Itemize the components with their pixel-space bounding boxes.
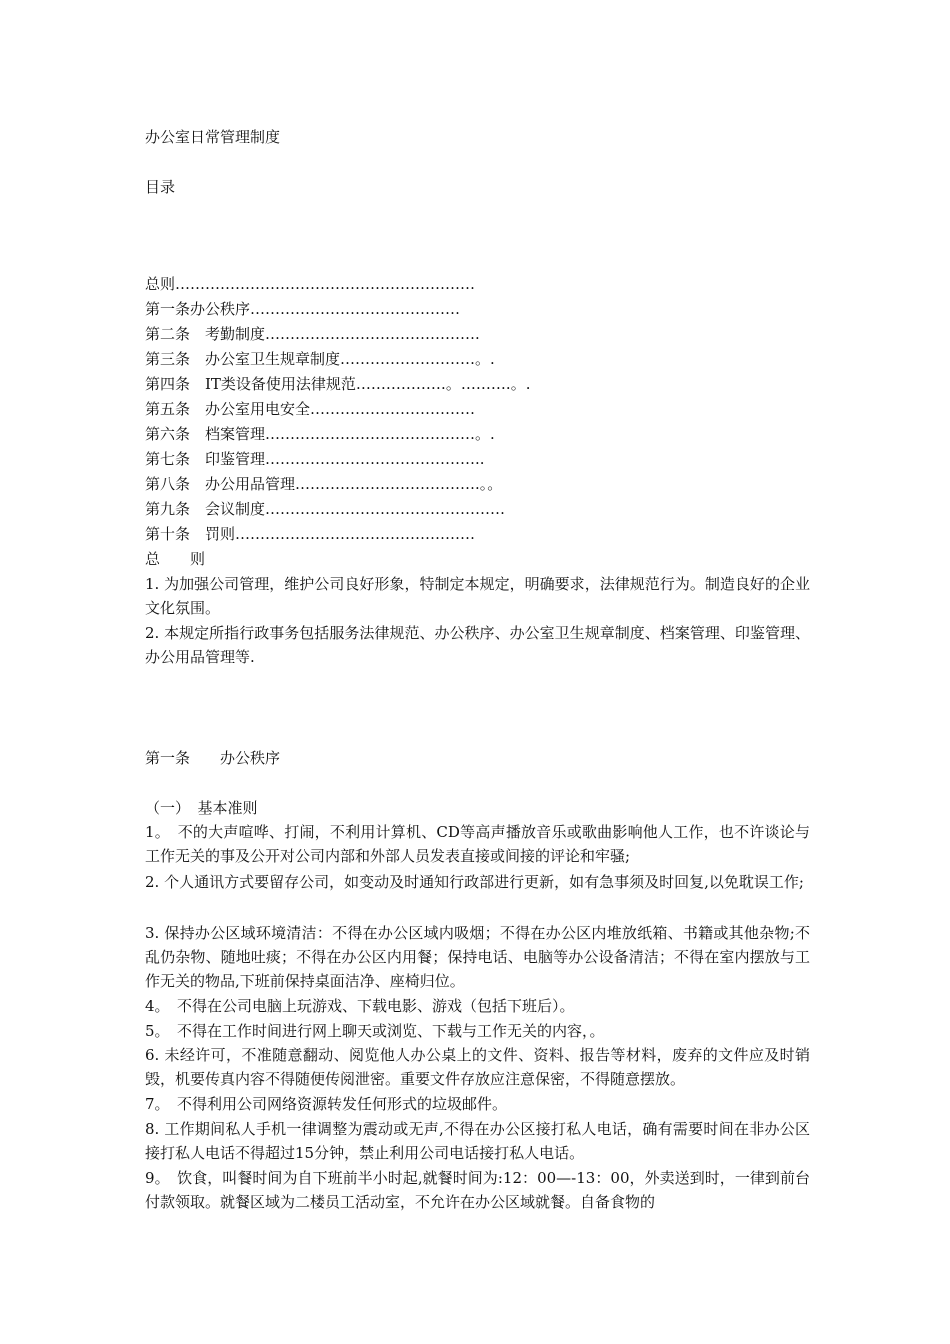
list-item: 5。 不得在工作时间进行网上聊天或浏览、下载与工作无关的内容，。	[145, 1022, 605, 1040]
toc-item: 第九条 会议制度…………………………………………	[145, 500, 506, 518]
list-item: 6. 未经许可，不准随意翻动、阅览他人办公桌上的文件、资料、报告等材料，废弃的文件应及时销毁，机要传真内容不得随便传阅泄密。重要文件存放应注意保密，不得随意摆放。	[145, 1046, 810, 1088]
list-item: 9。 饮食，叫餐时间为自下班前半小时起,就餐时间为:12：00—-13：00，外卖送到时，一律到前台付款领取。就餐区域为二楼员工活动室，不允许在办公区域就餐。自备食物的	[145, 1169, 810, 1211]
list-item: 4。 不得在公司电脑上玩游戏、下载电影、游戏（包括下班后）。	[145, 997, 575, 1015]
article-1-heading: 第一条 办公秩序	[145, 749, 281, 767]
toc-item: 总则……………………………………………………	[145, 275, 476, 293]
toc-item: 第五条 办公室用电安全……………………………	[145, 400, 476, 418]
list-item: 8. 工作期间私人手机一律调整为震动或无声,不得在办公区接打私人电话，确有需要时间在非办公区接打私人电话不得超过15分钟，禁止利用公司电话接打私人电话。	[145, 1120, 810, 1162]
toc-item: 第二条 考勤制度…………………………………….	[145, 325, 480, 343]
toc-heading: 目录	[145, 178, 176, 196]
list-item: 2. 个人通讯方式要留存公司，如变动及时通知行政部进行更新，如有急事须及时回复,以免耽误工作;	[145, 873, 804, 891]
general-paragraph-1: 1. 为加强公司管理，维护公司良好形象，特制定本规定，明确要求，法律规范行为。制造良好的企业文化氛围。	[145, 575, 810, 617]
toc-item: 第八条 办公用品管理……………………………….。。	[145, 475, 503, 493]
article-1-subheading: （一） 基本准则	[145, 799, 258, 817]
toc-item: 第十条 罚则…………………………………………	[145, 525, 476, 543]
toc-item: 第六条 档案管理……………………………………。.	[145, 425, 495, 443]
general-paragraph-2: 2. 本规定所指行政事务包括服务法律规范、办公秩序、办公室卫生规章制度、档案管理、印鉴管理、办公用品管理等.	[145, 624, 810, 666]
list-item: 1。 不的大声喧哗、打闹，不利用计算机、CD等高声播放音乐或歌曲影响他人工作，也不许谈论与工作无关的事及公开对公司内部和外部人员发表直接或间接的评论和牢骚;	[145, 823, 810, 865]
section-heading-general: 总 则	[145, 550, 206, 568]
toc-item: 第一条办公秩序……………………………………	[145, 300, 461, 318]
document-title: 办公室日常管理制度	[145, 128, 281, 146]
list-item: 3. 保持办公区域环境清洁：不得在办公区域内吸烟；不得在办公区内堆放纸箱、书籍或其他杂物;不乱仍杂物、随地吐痰；不得在办公区内用餐；保持电话、电脑等办公设备清洁；不得在室内摆放与工作无关的物品,下班前保持桌面洁净、座椅归位。	[145, 924, 810, 990]
toc-item: 第四条 IT类设备使用法律规范………………。……….。.	[145, 375, 531, 393]
toc-item: 第七条 印鉴管理……………………………………..	[145, 450, 485, 468]
list-item: 7。 不得利用公司网络资源转发任何形式的垃圾邮件。	[145, 1095, 508, 1113]
toc-item: 第三条 办公室卫生规章制度………………………。.	[145, 350, 495, 368]
